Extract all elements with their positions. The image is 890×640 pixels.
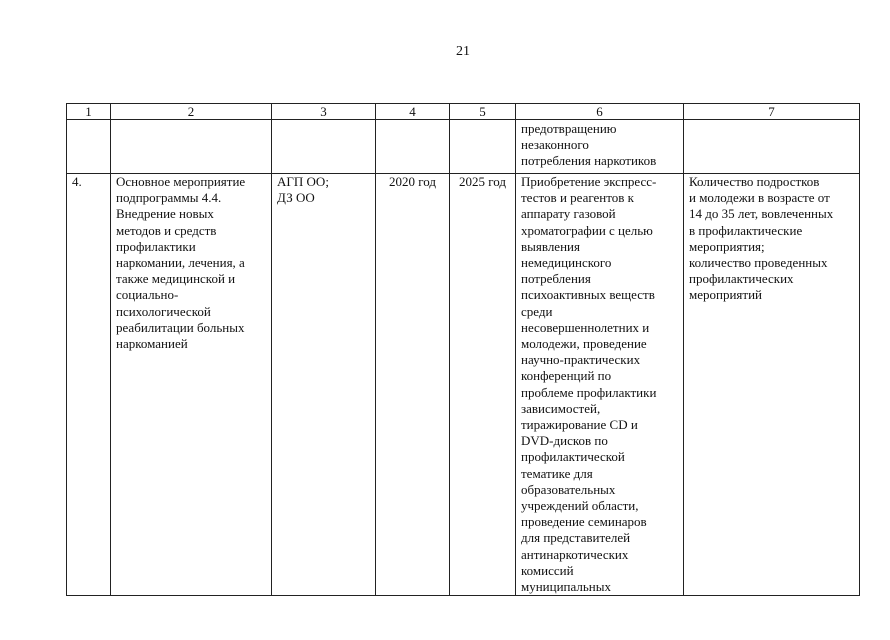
header-cell: 1	[67, 104, 111, 120]
text-line: профилактики	[116, 238, 196, 254]
text-line: комиссий	[521, 562, 574, 578]
text-line: 14 до 35 лет, вовлеченных	[689, 206, 834, 222]
text-line: антинаркотических	[521, 546, 629, 562]
text-line: конференций по	[521, 368, 612, 384]
text-line: учреждений области,	[521, 498, 639, 514]
row-number-cell: 4.	[67, 174, 111, 596]
text-line: проведение семинаров	[521, 514, 647, 530]
program-table	[66, 103, 860, 596]
text-line: Количество подростков	[689, 174, 820, 189]
text-line: подпрограммы 4.4.	[116, 190, 222, 206]
text-line: Основное мероприятие	[116, 174, 246, 189]
text-line: несовершеннолетних и	[521, 319, 650, 335]
text-line: тестов и реагентов к	[521, 190, 634, 206]
text-line: выявления	[521, 238, 580, 254]
text-line: методов и средств	[116, 222, 217, 238]
text-line: ДЗ ОО	[277, 190, 315, 206]
text-line: для представителей	[521, 530, 631, 546]
text-line: Приобретение экспресс-	[521, 174, 657, 189]
text-line: количество проведенных	[689, 255, 828, 271]
empty-cell	[111, 120, 272, 174]
empty-cell	[376, 120, 450, 174]
empty-cell	[272, 120, 376, 174]
text-line: потребления наркотиков	[521, 153, 657, 169]
header-cell: 5	[450, 104, 516, 120]
description-cell	[516, 174, 684, 596]
empty-cell	[450, 120, 516, 174]
text-line: профилактической	[521, 449, 625, 465]
text-line: DVD-дисков по	[521, 433, 608, 449]
header-cell: 4	[376, 104, 450, 120]
text-line: психологической	[116, 303, 211, 319]
text-line: тематике для	[521, 465, 593, 481]
text-line: аппарату газовой	[521, 206, 616, 222]
start-year-cell: 2020 год	[376, 174, 450, 596]
text-line: зависимостей,	[521, 400, 601, 416]
text-line: и молодежи в возрасте от	[689, 190, 830, 206]
header-cell: 6	[516, 104, 684, 120]
text-line: в профилактические	[689, 222, 803, 238]
text-line: научно-практических	[521, 352, 641, 368]
text-line: муниципальных	[521, 579, 612, 595]
text-line: немедицинского	[521, 255, 612, 271]
empty-cell	[67, 120, 111, 174]
text-line: хроматографии с целью	[521, 222, 653, 238]
text-line: Внедрение новых	[116, 206, 214, 222]
end-year-cell: 2025 год	[450, 174, 516, 596]
text-line: АГП ОО;	[277, 174, 329, 189]
text-line: профилактических	[689, 271, 794, 287]
table-header-row	[67, 104, 860, 120]
table-row	[67, 174, 860, 596]
table-row	[67, 120, 860, 174]
text-line: психоактивных веществ	[521, 287, 655, 303]
empty-cell	[684, 120, 860, 174]
text-line: также медицинской и	[116, 271, 236, 287]
text-line: незаконного	[521, 137, 589, 153]
text-line: образовательных	[521, 481, 616, 497]
text-line: потребления	[521, 271, 591, 287]
header-cell: 2	[111, 104, 272, 120]
text-line: проблеме профилактики	[521, 384, 657, 400]
text-line: мероприятия;	[689, 238, 765, 254]
executor-cell	[272, 174, 376, 596]
text-line: предотвращению	[521, 121, 617, 136]
text-line: социально-	[116, 287, 179, 303]
header-cell: 3	[272, 104, 376, 120]
indicator-cell	[684, 174, 860, 596]
text-line: реабилитации больных	[116, 319, 245, 335]
text-line: наркомании, лечения, а	[116, 255, 245, 271]
text-line: наркоманией	[116, 336, 188, 352]
text-line: мероприятий	[689, 287, 762, 303]
text-line: тиражирование CD и	[521, 417, 638, 433]
text-line: среди	[521, 303, 553, 319]
header-cell: 7	[684, 104, 860, 120]
event-name-cell	[111, 174, 272, 596]
continuation-description-cell	[516, 120, 684, 174]
text-line: молодежи, проведение	[521, 336, 647, 352]
page-number: 21	[456, 44, 470, 59]
